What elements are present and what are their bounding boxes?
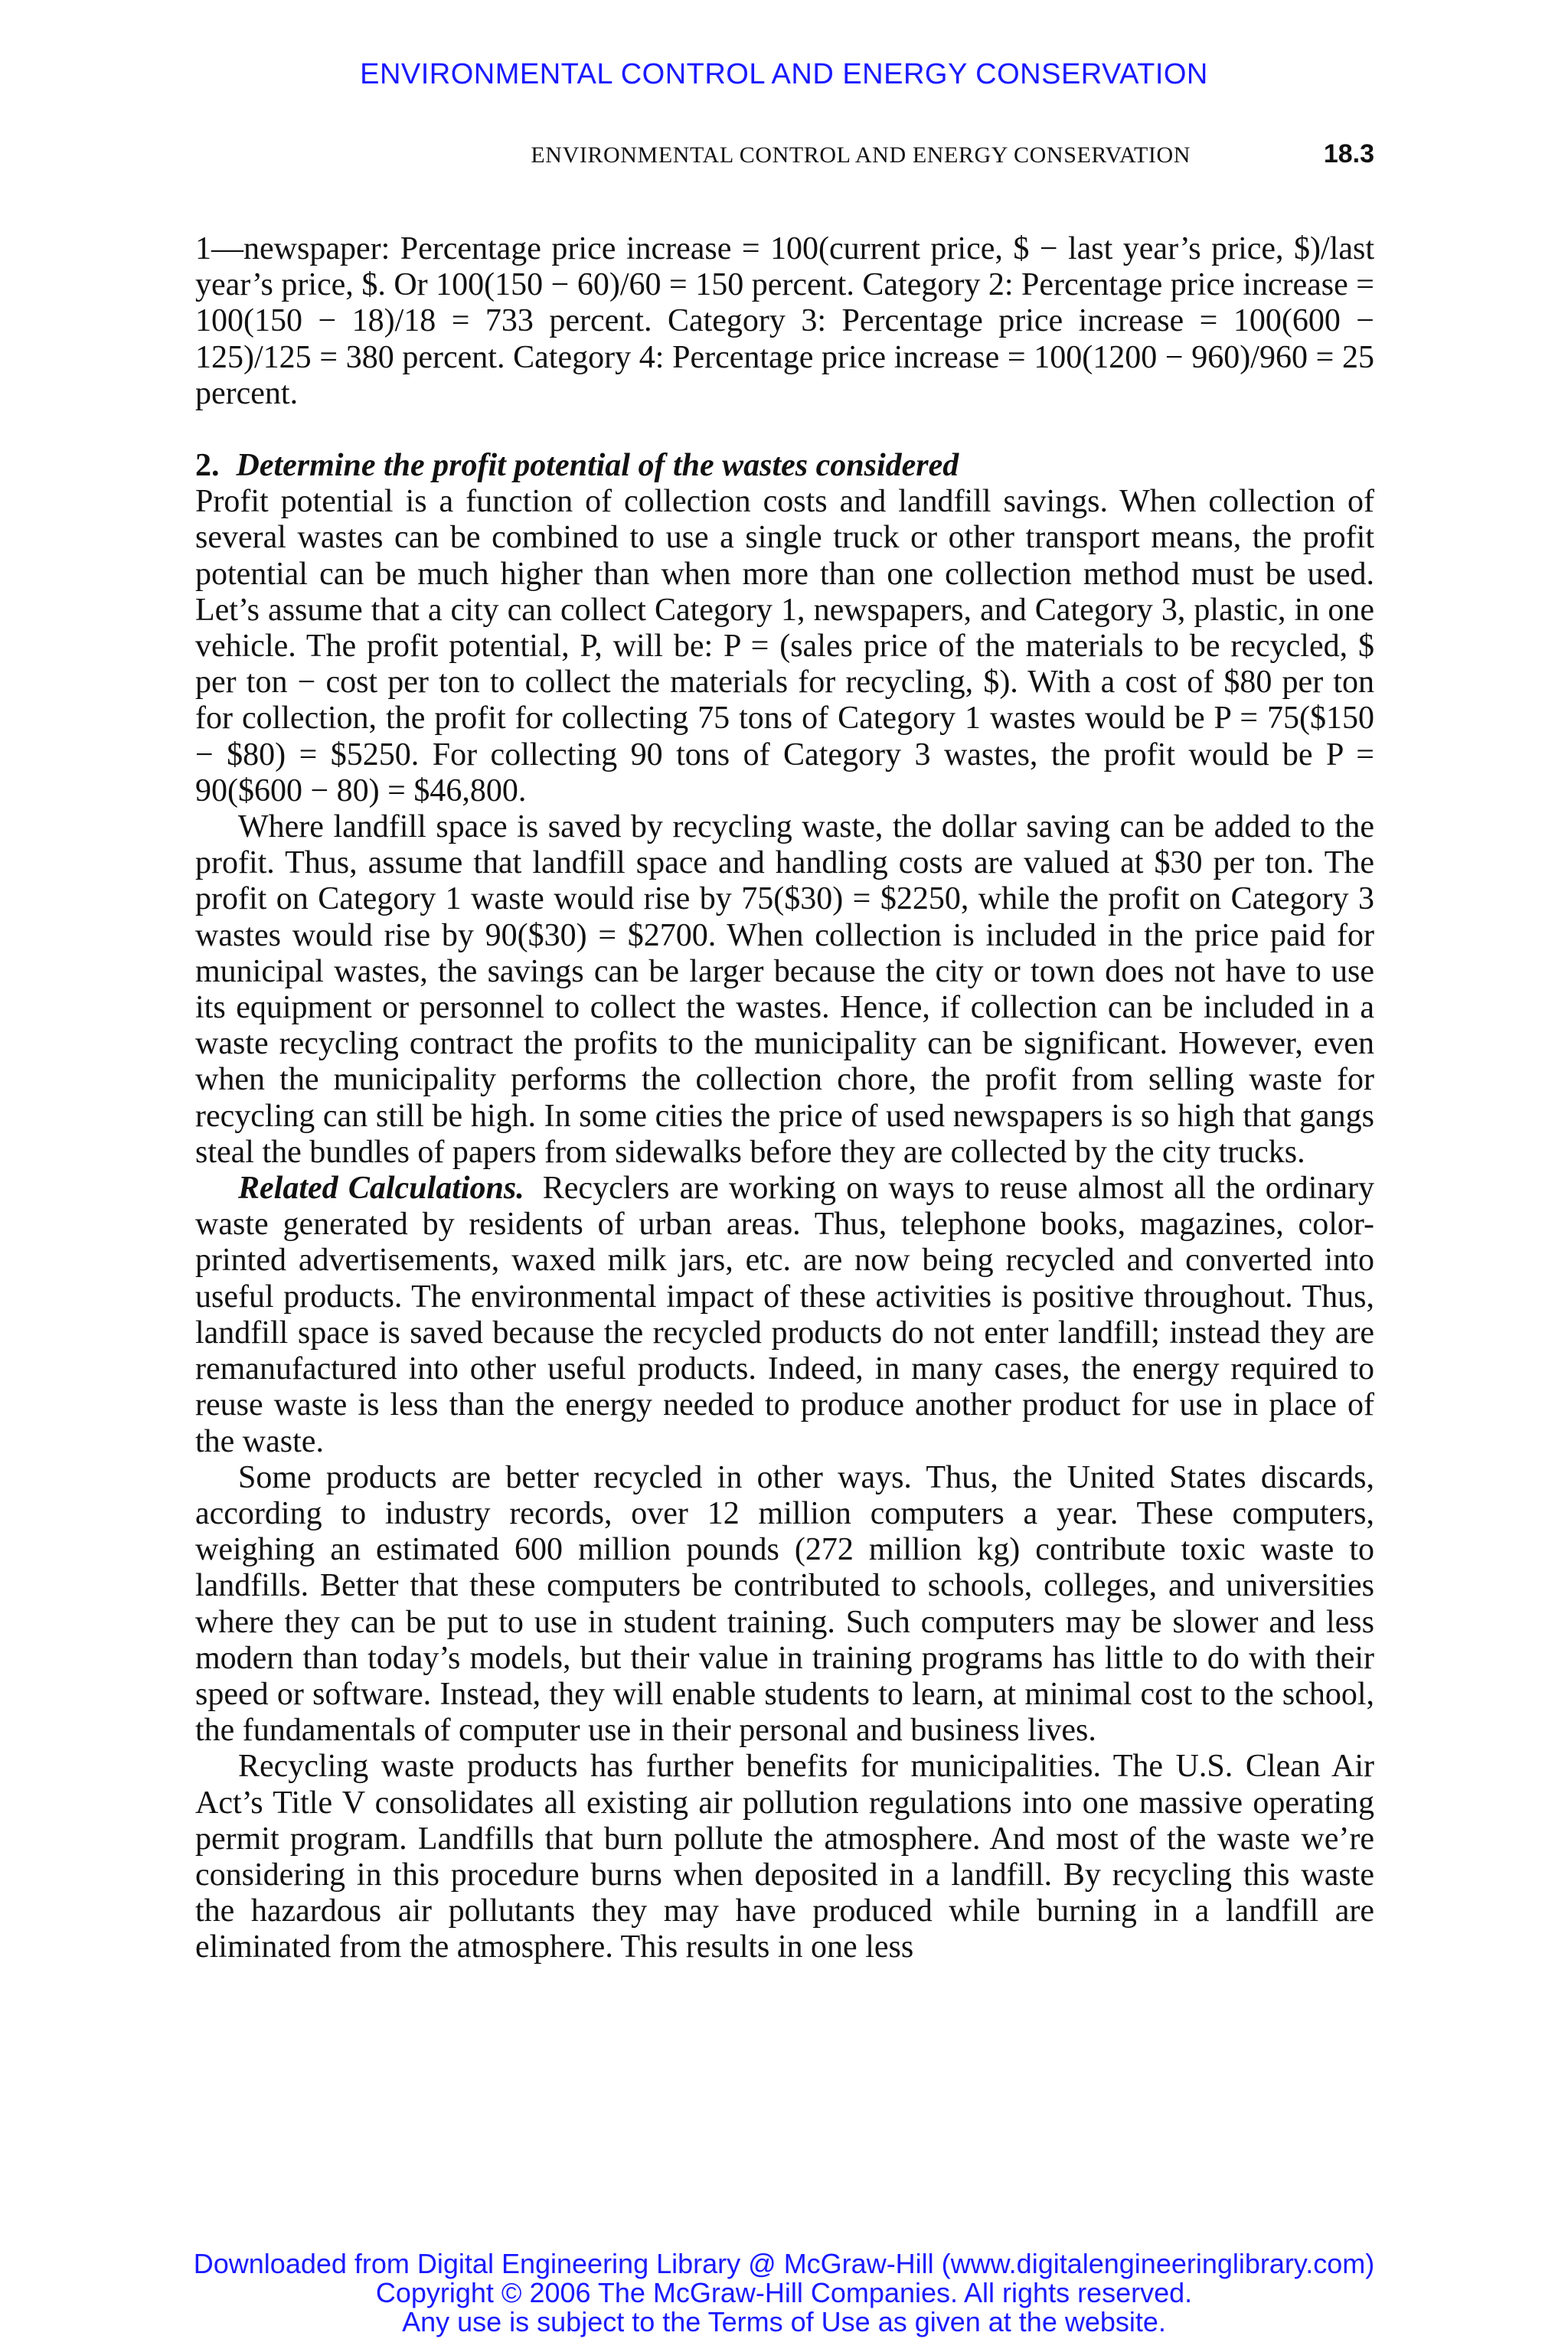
related-calculations-text: Recyclers are working on ways to reuse almost all the ordinary waste generated by residents of urban areas. Thus, telephone books, magazines, color-printed advertisements, waxed milk jars, etc. are now being recycled and converted into useful products. The environmental impact of these activities is positive throughout. Thus, landfill space is saved because the recycled products do not enter landfill; instead they are remanufactured into other useful products. Indeed, in many cases, the energy required to reuse waste is less than the energy needed to produce another product for use in place of the waste. [195, 1171, 1374, 1459]
step-number: 2. [195, 448, 220, 484]
footer-terms-line: Any use is subject to the Terms of Use as given at the website. [402, 2306, 1166, 2337]
paragraph-related-calculations [195, 1171, 1374, 1460]
download-watermark-header: ENVIRONMENTAL CONTROL AND ENERGY CONSERVATION [360, 58, 1208, 90]
download-watermark-footer [0, 2249, 1568, 2337]
section-gap [195, 412, 1374, 448]
running-header [195, 139, 1374, 176]
running-title: ENVIRONMENTAL CONTROL AND ENERGY CONSERVATION [531, 142, 1191, 168]
footer-download-line: Downloaded from Digital Engineering Library @ McGraw-Hill (www.digitalengineeringlibrary.com) [193, 2248, 1375, 2279]
paragraph-category-increases: 1—newspaper: Percentage price increase = 100(current price, $ − last year’s price, $)/last year’s price, $. Or 100(150 − 60)/60 = 150 percent. Category 2: Percentage price increase = 100(150 − 18)/18 = 733 percent. Category 3: Percentage price increase = 100(600 − 125)/125 = 380 percent. Category 4: Percentage price increase = 100(1200 − 960)/960 = 25 percent. [195, 231, 1374, 411]
paragraph-computer-recycling: Some products are better recycled in other ways. Thus, the United States discards, according to industry records, over 12 million computers a year. These computers, weighing an estimated 600 million pounds (272 million kg) contribute toxic waste to landfills. Better that these computers be contributed to schools, colleges, and universities where they can be put to use in student training. Such computers may be slower and less modern than today’s models, but their value in training programs has little to do with their speed or software. Instead, they will enable students to learn, at minimal cost to the school, the fundamentals of computer use in their personal and business lives. [195, 1459, 1374, 1749]
paragraph-clean-air-act: Recycling waste products has further benefits for municipalities. The U.S. Clean Air Act’s Title V consolidates all existing air pollution regulations into one massive operating permit program. Landfills that burn pollute the atmosphere. And most of the waste we’re considering in this procedure burns when deposited in a landfill. By recycling this waste the hazardous air pollutants they may have produced while burning in a landfill are eliminated from the atmosphere. This results in one less [195, 1749, 1374, 1965]
page-body [195, 231, 1374, 1966]
footer-copyright-line: Copyright © 2006 The McGraw-Hill Companies. All rights reserved. [375, 2277, 1193, 2308]
step-heading [195, 448, 1374, 484]
step-title: Determine the profit potential of the wastes considered [236, 448, 959, 484]
page-number: 18.3 [1323, 139, 1374, 168]
paragraph-profit-potential: Profit potential is a function of collection costs and landfill savings. When collection of several wastes can be combined to use a single truck or other transport means, the profit potential can be much higher than when more than one collection method must be used. Let’s assume that a city can collect Category 1, newspapers, and Category 3, plastic, in one vehicle. The profit potential, P, will be: P = (sales price of the materials to be recycled, $ per ton − cost per ton to collect the materials for recycling, $). With a cost of $80 per ton for collection, the profit for collecting 75 tons of Category 1 wastes would be P = 75($150 − $80) = $5250. For collecting 90 tons of Category 3 wastes, the profit would be P = 90($600 − 80) = $46,800. [195, 484, 1374, 808]
paragraph-landfill-savings: Where landfill space is saved by recycling waste, the dollar saving can be added to the profit. Thus, assume that landfill space and handling costs are valued at $30 per ton. The profit on Category 1 waste would rise by 75($30) = $2250, while the profit on Category 3 wastes would rise by 90($30) = $2700. When collection is included in the price paid for municipal wastes, the savings can be larger because the city or town does not have to use its equipment or personnel to collect the wastes. Hence, if collection can be included in a waste recycling contract the profits to the municipality can be significant. However, even when the municipality performs the collection chore, the profit from selling waste for recycling can still be high. In some cities the price of used newspapers is so high that gangs steal the bundles of papers from sidewalks before they are collected by the city trucks. [195, 809, 1374, 1170]
related-calculations-label: Related Calculations. [238, 1171, 524, 1207]
